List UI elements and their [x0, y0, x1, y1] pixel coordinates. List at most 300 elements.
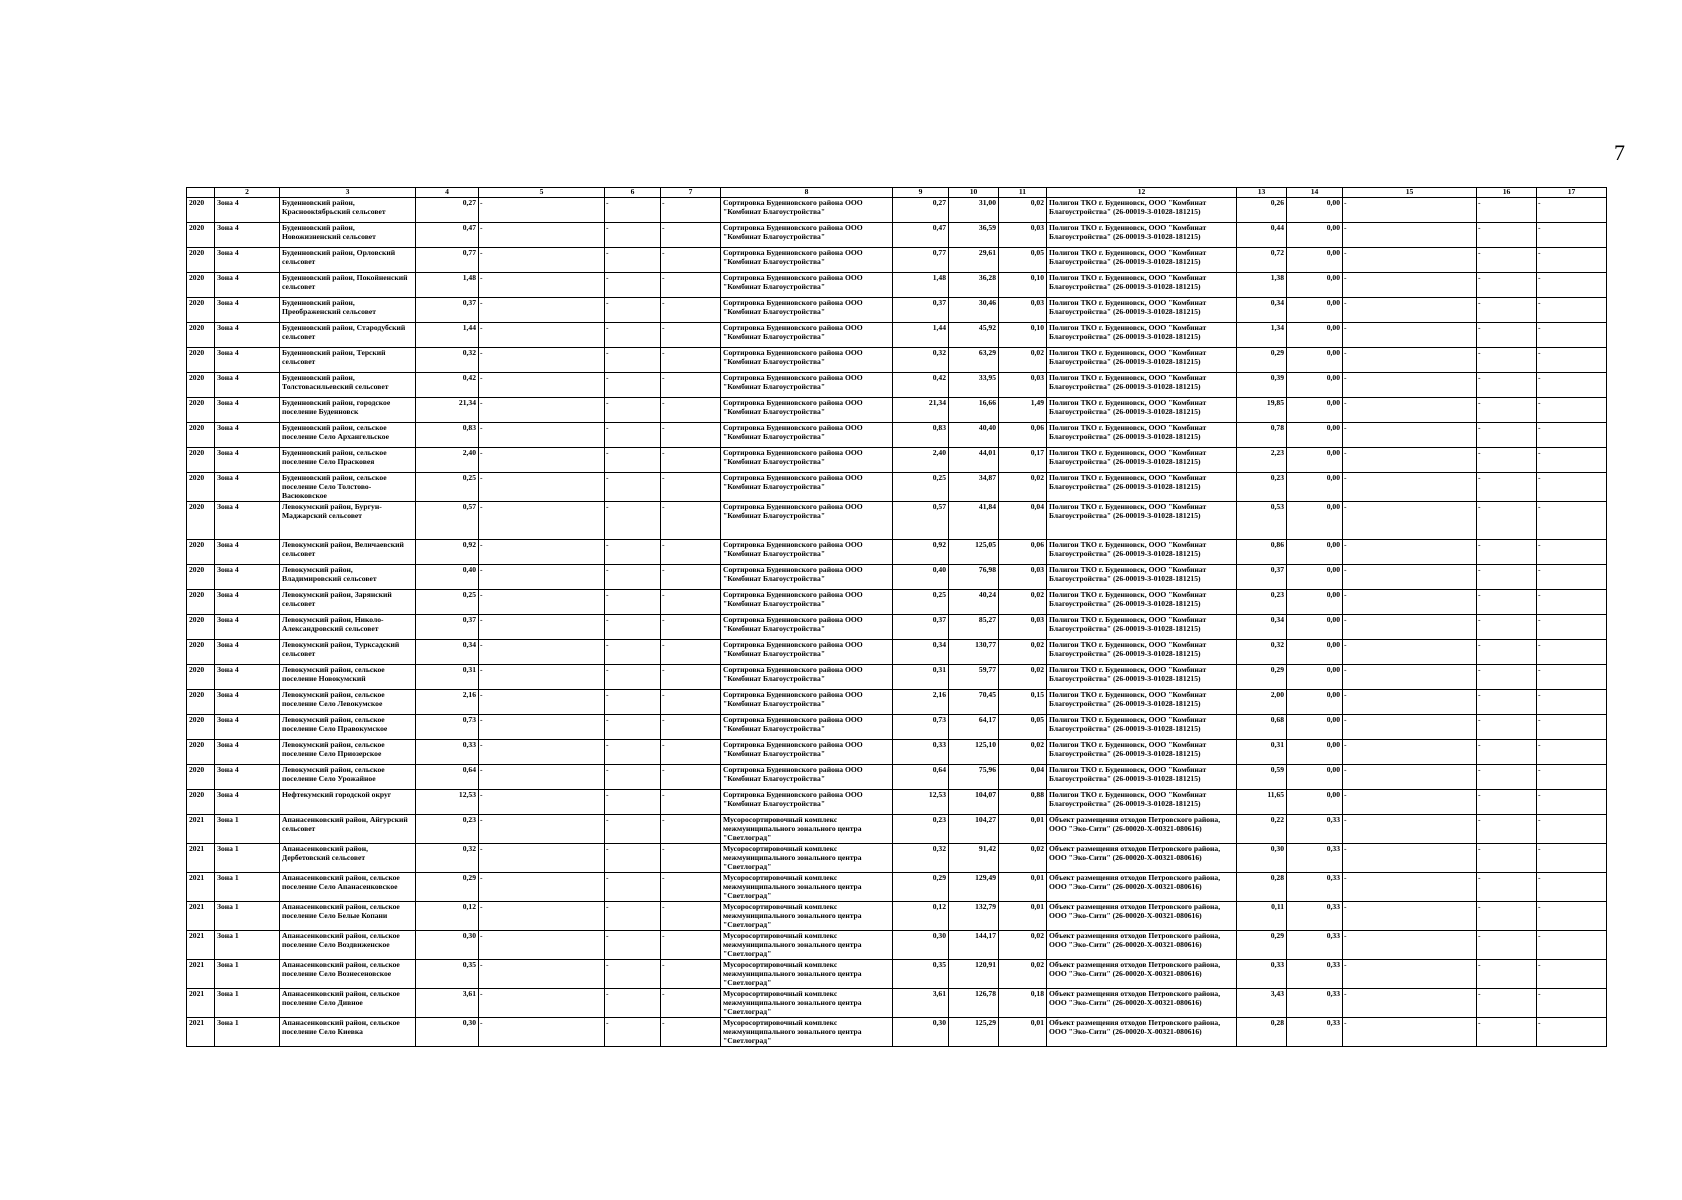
- cell-c7: -: [661, 715, 721, 740]
- cell-year: 2020: [187, 248, 215, 273]
- cell-c4: 2,40: [416, 448, 479, 473]
- cell-c16: -: [1477, 540, 1537, 565]
- cell-c13: 11,65: [1237, 790, 1287, 815]
- cell-zone: Зона 4: [215, 502, 280, 540]
- cell-c5: -: [479, 540, 605, 565]
- cell-c7: -: [661, 398, 721, 423]
- cell-c15: -: [1343, 323, 1477, 348]
- cell-c9: 0,83: [893, 423, 949, 448]
- cell-c6: -: [605, 590, 661, 615]
- table-row: [187, 502, 1607, 540]
- cell-c13: 0,22: [1237, 815, 1287, 844]
- cell-c6: -: [605, 473, 661, 502]
- cell-c12: Полигон ТКО г. Буденновск, ООО "Комбинат Благоустройства" (26-00019-З-01028-181215): [1047, 323, 1237, 348]
- table-row: [187, 790, 1607, 815]
- page-number: 7: [1614, 140, 1625, 165]
- cell-c10: 40,24: [949, 590, 999, 615]
- cell-c8: Сортировка Буденновского района ООО "Комбинат Благоустройства": [721, 473, 893, 502]
- cell-area: Апанасенковский район, сельское поселение Село Воздвиженское: [280, 931, 416, 960]
- cell-area: Апанасенковский район, сельское поселение Село Киевка: [280, 1018, 416, 1047]
- cell-c7: -: [661, 198, 721, 223]
- cell-area: Буденновский район, Покойненский сельсовет: [280, 273, 416, 298]
- table-row: [187, 423, 1607, 448]
- cell-c7: -: [661, 448, 721, 473]
- cell-zone: Зона 4: [215, 298, 280, 323]
- cell-c15: -: [1343, 902, 1477, 931]
- cell-c14: 0,33: [1287, 815, 1343, 844]
- cell-year: 2020: [187, 590, 215, 615]
- cell-c6: -: [605, 640, 661, 665]
- cell-c14: 0,00: [1287, 198, 1343, 223]
- cell-c8: Сортировка Буденновского района ООО "Комбинат Благоустройства": [721, 640, 893, 665]
- cell-area: Буденновский район, сельское поселение Село Прасковея: [280, 448, 416, 473]
- cell-zone: Зона 4: [215, 790, 280, 815]
- table-row: [187, 448, 1607, 473]
- cell-c14: 0,00: [1287, 540, 1343, 565]
- cell-c9: 0,57: [893, 502, 949, 540]
- cell-c16: -: [1477, 198, 1537, 223]
- cell-c11: 0,02: [999, 198, 1047, 223]
- cell-c17: -: [1537, 273, 1607, 298]
- cell-c8: Сортировка Буденновского района ООО "Комбинат Благоустройства": [721, 348, 893, 373]
- cell-year: 2020: [187, 398, 215, 423]
- cell-c17: -: [1537, 248, 1607, 273]
- cell-zone: Зона 4: [215, 540, 280, 565]
- cell-c8: Сортировка Буденновского района ООО "Комбинат Благоустройства": [721, 223, 893, 248]
- cell-c13: 0,26: [1237, 198, 1287, 223]
- cell-area: Левокумский район, сельское поселение Село Правокумское: [280, 715, 416, 740]
- cell-c7: -: [661, 373, 721, 398]
- cell-c10: 126,78: [949, 989, 999, 1018]
- cell-c15: -: [1343, 398, 1477, 423]
- cell-area: Буденновский район, Толстовасильевский сельсовет: [280, 373, 416, 398]
- cell-c9: 2,40: [893, 448, 949, 473]
- cell-c17: -: [1537, 989, 1607, 1018]
- cell-c17: -: [1537, 715, 1607, 740]
- column-header-15: 15: [1343, 188, 1477, 198]
- cell-c14: 0,33: [1287, 989, 1343, 1018]
- cell-c5: -: [479, 423, 605, 448]
- cell-c7: -: [661, 740, 721, 765]
- cell-c17: -: [1537, 323, 1607, 348]
- column-number-header: [187, 188, 1607, 198]
- cell-c5: -: [479, 473, 605, 502]
- cell-c9: 0,35: [893, 960, 949, 989]
- cell-c10: 36,59: [949, 223, 999, 248]
- cell-year: 2020: [187, 448, 215, 473]
- cell-c7: -: [661, 273, 721, 298]
- cell-c15: -: [1343, 448, 1477, 473]
- cell-c7: -: [661, 223, 721, 248]
- cell-c14: 0,00: [1287, 640, 1343, 665]
- cell-zone: Зона 1: [215, 815, 280, 844]
- cell-c6: -: [605, 248, 661, 273]
- cell-c4: 0,42: [416, 373, 479, 398]
- cell-zone: Зона 1: [215, 844, 280, 873]
- cell-c4: 0,27: [416, 198, 479, 223]
- cell-c4: 12,53: [416, 790, 479, 815]
- cell-c4: 0,73: [416, 715, 479, 740]
- cell-area: Апанасенковский район, сельское поселение Село Вознесеновское: [280, 960, 416, 989]
- cell-c9: 0,23: [893, 815, 949, 844]
- cell-c17: -: [1537, 765, 1607, 790]
- cell-c15: -: [1343, 540, 1477, 565]
- cell-c12: Полигон ТКО г. Буденновск, ООО "Комбинат Благоустройства" (26-00019-З-01028-181215): [1047, 223, 1237, 248]
- cell-c8: Сортировка Буденновского района ООО "Комбинат Благоустройства": [721, 323, 893, 348]
- cell-c12: Объект размещения отходов Петровского района, ООО "Эко-Сити" (26-00020-Х-00321-080616): [1047, 902, 1237, 931]
- cell-c8: Мусоросортировочный комплекс межмуниципального зонального центра "Светлоград": [721, 960, 893, 989]
- cell-c5: -: [479, 873, 605, 902]
- cell-c6: -: [605, 715, 661, 740]
- cell-c5: -: [479, 740, 605, 765]
- cell-c14: 0,33: [1287, 902, 1343, 931]
- table-row: [187, 815, 1607, 844]
- cell-c14: 0,00: [1287, 223, 1343, 248]
- cell-c14: 0,00: [1287, 590, 1343, 615]
- cell-area: Апанасенковский район, сельское поселение Село Апанасенковское: [280, 873, 416, 902]
- cell-c10: 75,96: [949, 765, 999, 790]
- cell-c11: 0,02: [999, 740, 1047, 765]
- cell-c11: 0,02: [999, 473, 1047, 502]
- cell-c14: 0,00: [1287, 423, 1343, 448]
- cell-year: 2020: [187, 540, 215, 565]
- cell-c8: Сортировка Буденновского района ООО "Комбинат Благоустройства": [721, 615, 893, 640]
- cell-c15: -: [1343, 765, 1477, 790]
- cell-c9: 0,32: [893, 844, 949, 873]
- cell-c6: -: [605, 373, 661, 398]
- cell-zone: Зона 1: [215, 960, 280, 989]
- cell-year: 2020: [187, 223, 215, 248]
- cell-year: 2020: [187, 423, 215, 448]
- table-row: [187, 298, 1607, 323]
- cell-c14: 0,00: [1287, 502, 1343, 540]
- table-row: [187, 373, 1607, 398]
- cell-year: 2020: [187, 640, 215, 665]
- cell-c7: -: [661, 565, 721, 590]
- cell-c5: -: [479, 989, 605, 1018]
- cell-c12: Полигон ТКО г. Буденновск, ООО "Комбинат Благоустройства" (26-00019-З-01028-181215): [1047, 715, 1237, 740]
- cell-year: 2020: [187, 473, 215, 502]
- cell-c17: -: [1537, 902, 1607, 931]
- cell-c11: 0,01: [999, 815, 1047, 844]
- cell-c8: Мусоросортировочный комплекс межмуниципального зонального центра "Светлоград": [721, 989, 893, 1018]
- cell-c15: -: [1343, 248, 1477, 273]
- table-row: [187, 323, 1607, 348]
- cell-c10: 85,27: [949, 615, 999, 640]
- cell-c4: 0,25: [416, 590, 479, 615]
- cell-year: 2020: [187, 348, 215, 373]
- cell-c5: -: [479, 790, 605, 815]
- cell-c10: 132,79: [949, 902, 999, 931]
- cell-zone: Зона 4: [215, 273, 280, 298]
- cell-c17: -: [1537, 690, 1607, 715]
- cell-c6: -: [605, 740, 661, 765]
- cell-c5: -: [479, 198, 605, 223]
- cell-c12: Полигон ТКО г. Буденновск, ООО "Комбинат Благоустройства" (26-00019-З-01028-181215): [1047, 665, 1237, 690]
- cell-c8: Сортировка Буденновского района ООО "Комбинат Благоустройства": [721, 590, 893, 615]
- cell-c11: 0,15: [999, 690, 1047, 715]
- cell-c12: Объект размещения отходов Петровского района, ООО "Эко-Сити" (26-00020-Х-00321-080616): [1047, 1018, 1237, 1047]
- cell-c7: -: [661, 640, 721, 665]
- table-row: [187, 615, 1607, 640]
- cell-c6: -: [605, 790, 661, 815]
- cell-area: Буденновский район, Красноокtябрьский сельсовет: [280, 198, 416, 223]
- cell-c13: 1,34: [1237, 323, 1287, 348]
- cell-c12: Объект размещения отходов Петровского района, ООО "Эко-Сити" (26-00020-Х-00321-080616): [1047, 960, 1237, 989]
- cell-c11: 0,01: [999, 902, 1047, 931]
- table-row: [187, 223, 1607, 248]
- cell-area: Левокумский район, Николо-Александровский сельсовет: [280, 615, 416, 640]
- cell-c13: 0,53: [1237, 502, 1287, 540]
- cell-area: Левокумский район, сельское поселение Новокумский: [280, 665, 416, 690]
- table-row: [187, 690, 1607, 715]
- cell-c17: -: [1537, 960, 1607, 989]
- cell-c5: -: [479, 931, 605, 960]
- cell-area: Буденновский район, Новожизненский сельсовет: [280, 223, 416, 248]
- cell-zone: Зона 4: [215, 248, 280, 273]
- cell-c15: -: [1343, 790, 1477, 815]
- cell-c15: -: [1343, 348, 1477, 373]
- cell-c16: -: [1477, 448, 1537, 473]
- cell-c4: 0,92: [416, 540, 479, 565]
- cell-c12: Полигон ТКО г. Буденновск, ООО "Комбинат Благоустройства" (26-00019-З-01028-181215): [1047, 273, 1237, 298]
- cell-c9: 0,25: [893, 590, 949, 615]
- cell-c9: 0,25: [893, 473, 949, 502]
- cell-c12: Полигон ТКО г. Буденновск, ООО "Комбинат Благоустройства" (26-00019-З-01028-181215): [1047, 540, 1237, 565]
- cell-c16: -: [1477, 615, 1537, 640]
- cell-c9: 21,34: [893, 398, 949, 423]
- cell-c15: -: [1343, 502, 1477, 540]
- cell-zone: Зона 4: [215, 448, 280, 473]
- cell-zone: Зона 1: [215, 1018, 280, 1047]
- cell-c9: 3,61: [893, 989, 949, 1018]
- table-row: [187, 348, 1607, 373]
- cell-year: 2020: [187, 665, 215, 690]
- cell-c15: -: [1343, 473, 1477, 502]
- cell-c9: 0,40: [893, 565, 949, 590]
- cell-c4: 0,12: [416, 902, 479, 931]
- cell-c7: -: [661, 323, 721, 348]
- cell-c5: -: [479, 844, 605, 873]
- cell-c5: -: [479, 373, 605, 398]
- cell-c4: 0,57: [416, 502, 479, 540]
- cell-c14: 0,33: [1287, 844, 1343, 873]
- cell-zone: Зона 4: [215, 765, 280, 790]
- cell-c12: Полигон ТКО г. Буденновск, ООО "Комбинат Благоустройства" (26-00019-З-01028-181215): [1047, 690, 1237, 715]
- table-row: [187, 740, 1607, 765]
- cell-year: 2020: [187, 298, 215, 323]
- cell-c12: Полигон ТКО г. Буденновск, ООО "Комбинат Благоустройства" (26-00019-З-01028-181215): [1047, 590, 1237, 615]
- cell-year: 2020: [187, 323, 215, 348]
- cell-c11: 0,18: [999, 989, 1047, 1018]
- cell-c5: -: [479, 502, 605, 540]
- cell-zone: Зона 1: [215, 989, 280, 1018]
- cell-c11: 0,02: [999, 844, 1047, 873]
- cell-c17: -: [1537, 373, 1607, 398]
- cell-c14: 0,00: [1287, 790, 1343, 815]
- cell-c17: -: [1537, 740, 1607, 765]
- cell-area: Апанасенковский район, сельское поселение Село Белые Копани: [280, 902, 416, 931]
- cell-c16: -: [1477, 931, 1537, 960]
- cell-c4: 0,35: [416, 960, 479, 989]
- table-row: [187, 248, 1607, 273]
- cell-c9: 0,29: [893, 873, 949, 902]
- cell-c10: 104,07: [949, 790, 999, 815]
- column-header-8: 8: [721, 188, 893, 198]
- cell-c11: 0,03: [999, 373, 1047, 398]
- cell-c10: 59,77: [949, 665, 999, 690]
- cell-zone: Зона 1: [215, 931, 280, 960]
- cell-c11: 0,01: [999, 1018, 1047, 1047]
- cell-c12: Полигон ТКО г. Буденновск, ООО "Комбинат Благоустройства" (26-00019-З-01028-181215): [1047, 473, 1237, 502]
- cell-zone: Зона 4: [215, 640, 280, 665]
- cell-c14: 0,00: [1287, 323, 1343, 348]
- cell-c12: Полигон ТКО г. Буденновск, ООО "Комбинат Благоустройства" (26-00019-З-01028-181215): [1047, 765, 1237, 790]
- cell-c13: 0,72: [1237, 248, 1287, 273]
- cell-c5: -: [479, 960, 605, 989]
- cell-c10: 76,98: [949, 565, 999, 590]
- cell-c9: 0,37: [893, 298, 949, 323]
- table-row: [187, 902, 1607, 931]
- cell-c10: 125,10: [949, 740, 999, 765]
- cell-area: Левокумский район, сельское поселение Село Левокумское: [280, 690, 416, 715]
- cell-area: Буденновский район, городское поселение Буденновск: [280, 398, 416, 423]
- cell-c7: -: [661, 690, 721, 715]
- column-header-1: [187, 188, 215, 198]
- cell-c17: -: [1537, 423, 1607, 448]
- cell-zone: Зона 4: [215, 348, 280, 373]
- cell-c17: -: [1537, 873, 1607, 902]
- cell-c16: -: [1477, 960, 1537, 989]
- cell-c11: 0,05: [999, 248, 1047, 273]
- cell-zone: Зона 4: [215, 590, 280, 615]
- cell-c7: -: [661, 765, 721, 790]
- cell-c12: Полигон ТКО г. Буденновск, ООО "Комбинат Благоустройства" (26-00019-З-01028-181215): [1047, 348, 1237, 373]
- cell-c5: -: [479, 348, 605, 373]
- cell-c7: -: [661, 873, 721, 902]
- cell-c10: 36,28: [949, 273, 999, 298]
- cell-c15: -: [1343, 931, 1477, 960]
- cell-c9: 1,48: [893, 273, 949, 298]
- table-row: [187, 640, 1607, 665]
- data-table-wrapper: [186, 187, 1606, 1047]
- cell-c8: Мусоросортировочный комплекс межмуниципального зонального центра "Светлоград": [721, 1018, 893, 1047]
- cell-c17: -: [1537, 473, 1607, 502]
- cell-c15: -: [1343, 715, 1477, 740]
- cell-c16: -: [1477, 844, 1537, 873]
- cell-c4: 0,83: [416, 423, 479, 448]
- cell-c9: 0,92: [893, 540, 949, 565]
- cell-c5: -: [479, 640, 605, 665]
- cell-c6: -: [605, 1018, 661, 1047]
- cell-c12: Полигон ТКО г. Буденновск, ООО "Комбинат Благоустройства" (26-00019-З-01028-181215): [1047, 198, 1237, 223]
- cell-c11: 0,05: [999, 715, 1047, 740]
- cell-c10: 91,42: [949, 844, 999, 873]
- cell-c15: -: [1343, 423, 1477, 448]
- cell-c10: 144,17: [949, 931, 999, 960]
- cell-c8: Сортировка Буденновского района ООО "Комбинат Благоустройства": [721, 665, 893, 690]
- cell-c8: Сортировка Буденновского района ООО "Комбинат Благоустройства": [721, 715, 893, 740]
- cell-zone: Зона 1: [215, 873, 280, 902]
- cell-c10: 129,49: [949, 873, 999, 902]
- cell-c15: -: [1343, 989, 1477, 1018]
- cell-year: 2021: [187, 989, 215, 1018]
- cell-c8: Сортировка Буденновского района ООО "Комбинат Благоустройства": [721, 565, 893, 590]
- cell-c6: -: [605, 323, 661, 348]
- cell-c16: -: [1477, 298, 1537, 323]
- cell-c13: 0,28: [1237, 1018, 1287, 1047]
- cell-zone: Зона 4: [215, 715, 280, 740]
- cell-year: 2021: [187, 844, 215, 873]
- cell-c16: -: [1477, 348, 1537, 373]
- table-row: [187, 960, 1607, 989]
- cell-c14: 0,00: [1287, 765, 1343, 790]
- cell-c10: 40,40: [949, 423, 999, 448]
- cell-area: Апанасенковский район, сельское поселение Село Дивное: [280, 989, 416, 1018]
- cell-zone: Зона 4: [215, 615, 280, 640]
- cell-c11: 0,17: [999, 448, 1047, 473]
- cell-c10: 125,29: [949, 1018, 999, 1047]
- column-header-17: 17: [1537, 188, 1607, 198]
- cell-area: Апанасенковский район, Айгурский сельсовет: [280, 815, 416, 844]
- cell-c4: 0,37: [416, 298, 479, 323]
- cell-c16: -: [1477, 1018, 1537, 1047]
- cell-area: Левокумский район, сельское поселение Село Приозерское: [280, 740, 416, 765]
- cell-c7: -: [661, 502, 721, 540]
- cell-c4: 2,16: [416, 690, 479, 715]
- cell-zone: Зона 4: [215, 740, 280, 765]
- cell-c4: 0,77: [416, 248, 479, 273]
- cell-c13: 0,23: [1237, 590, 1287, 615]
- cell-c16: -: [1477, 790, 1537, 815]
- cell-c16: -: [1477, 989, 1537, 1018]
- cell-c10: 30,46: [949, 298, 999, 323]
- cell-c4: 0,47: [416, 223, 479, 248]
- cell-area: Левокумский район, Бургун-Маджарский сельсовет: [280, 502, 416, 540]
- cell-c16: -: [1477, 502, 1537, 540]
- cell-c16: -: [1477, 473, 1537, 502]
- cell-c17: -: [1537, 1018, 1607, 1047]
- column-header-2: 2: [215, 188, 280, 198]
- cell-c10: 16,66: [949, 398, 999, 423]
- cell-c7: -: [661, 815, 721, 844]
- cell-c13: 0,37: [1237, 565, 1287, 590]
- cell-c17: -: [1537, 615, 1607, 640]
- table-row: [187, 273, 1607, 298]
- cell-area: Буденновский район, Терский сельсовет: [280, 348, 416, 373]
- table-row: [187, 565, 1607, 590]
- cell-c16: -: [1477, 690, 1537, 715]
- cell-c15: -: [1343, 873, 1477, 902]
- cell-area: Нефтекумский городской округ: [280, 790, 416, 815]
- cell-c17: -: [1537, 448, 1607, 473]
- column-header-10: 10: [949, 188, 999, 198]
- cell-c15: -: [1343, 740, 1477, 765]
- table-row: [187, 765, 1607, 790]
- cell-c13: 2,00: [1237, 690, 1287, 715]
- cell-c16: -: [1477, 873, 1537, 902]
- cell-c7: -: [661, 960, 721, 989]
- cell-c14: 0,00: [1287, 298, 1343, 323]
- cell-c9: 0,77: [893, 248, 949, 273]
- cell-c6: -: [605, 565, 661, 590]
- cell-c7: -: [661, 473, 721, 502]
- cell-c5: -: [479, 665, 605, 690]
- cell-area: Буденновский район, сельское поселение Село Архангельское: [280, 423, 416, 448]
- cell-year: 2020: [187, 273, 215, 298]
- cell-year: 2020: [187, 198, 215, 223]
- cell-c7: -: [661, 665, 721, 690]
